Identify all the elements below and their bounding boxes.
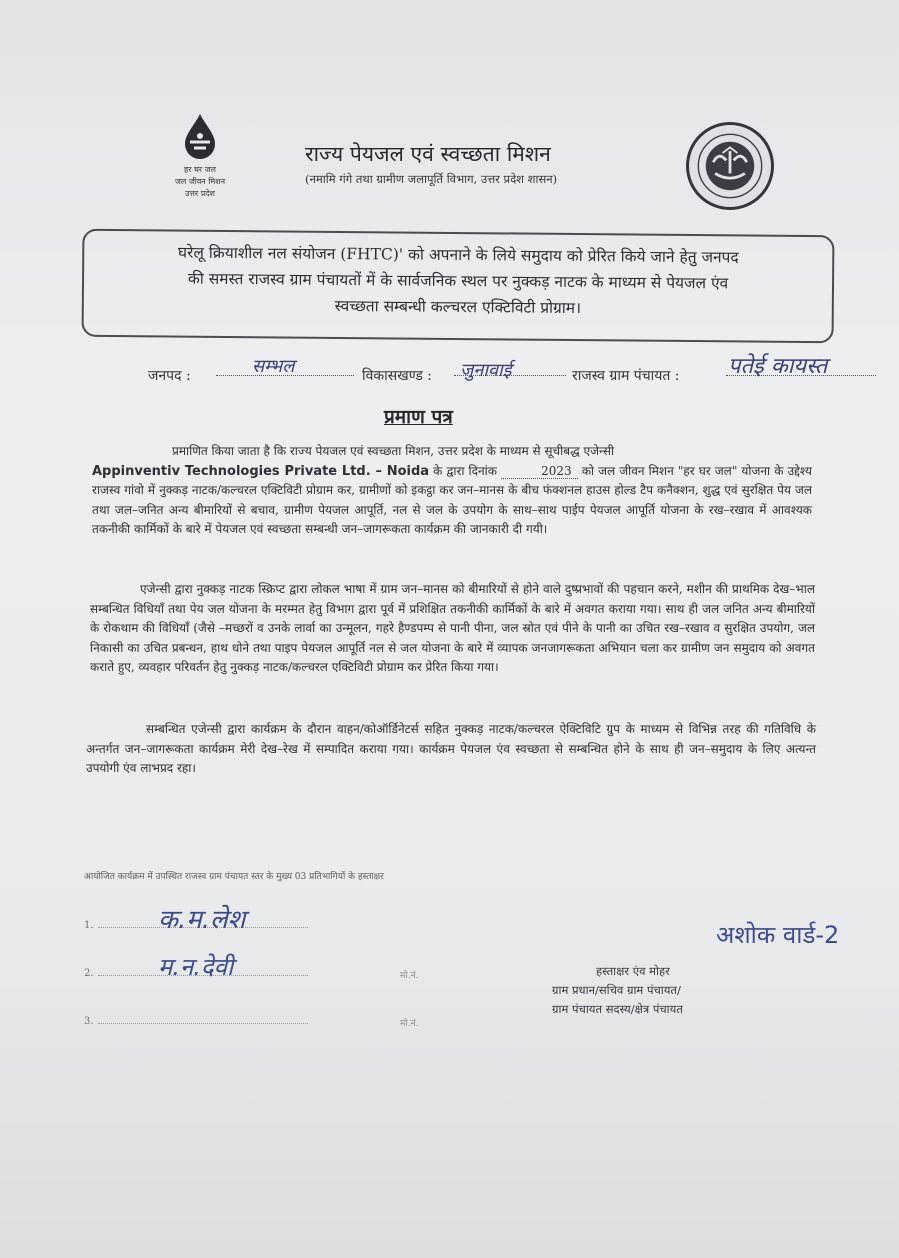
- organization-subtitle: (नमामि गंगे तथा ग्रामीण जलापूर्ति विभाग, उत्तर प्रदेश शासन): [305, 172, 558, 186]
- gram-panchayat-label: राजस्व ग्राम पंचायत :: [572, 368, 680, 384]
- participant-signature-2: म.न.देवी: [158, 953, 234, 981]
- stamp-line-3: ग्राम पंचायत सदस्य/क्षेत्र पंचायत: [552, 1002, 683, 1016]
- participants-signature-note: आयोजित कार्यक्रम में उपस्थित राजस्व ग्राम पंचायत स्तर के मुख्य 03 प्रतिभागियों के हस्ताक्षर: [84, 872, 384, 882]
- paragraph-2: [90, 580, 815, 678]
- organization-title: राज्य पेयजल एवं स्वच्छता मिशन: [305, 142, 551, 166]
- mobile-label-3: मो.नं.: [400, 1019, 419, 1029]
- p1-date-label: के द्वारा दिनांक: [433, 463, 498, 478]
- block-label: विकासखण्ड :: [362, 368, 433, 384]
- p1-intro: प्रमाणित किया जाता है कि राज्य पेयजल एवं स्वच्छता मिशन, उत्तर प्रदेश के माध्यम से सूचीबद्ध एजेन्सी: [172, 444, 615, 458]
- subject-line-3: स्वच्छता सम्बन्धी कल्चरल एक्टिविटी प्रोग्राम।: [334, 296, 582, 318]
- signature-stamp-block: [552, 962, 683, 1019]
- logo-caption-1: हर घर जल: [184, 165, 216, 174]
- participant-line-3: [84, 1016, 308, 1027]
- handwritten-signature-right: अशोक वार्ड-2: [716, 921, 840, 949]
- subject-line-2: की समस्त राजस्व ग्राम पंचायतों में के सार्वजनिक स्थल पर नुक्कड़ नाटक के माध्यम से पेयजल एंव: [187, 269, 729, 293]
- certificate-title: प्रमाण पत्र: [384, 406, 453, 428]
- logo-caption-2: जल जीवन मिशन: [174, 177, 226, 186]
- up-government-seal-icon: [686, 122, 774, 210]
- paragraph-3: [86, 720, 816, 779]
- water-drop-icon: [180, 112, 220, 162]
- subject-box: [82, 229, 835, 344]
- stamp-line-2: ग्राम प्रधान/सचिव ग्राम पंचायत/: [552, 983, 681, 997]
- participant-number-1: 1.: [84, 920, 94, 931]
- har-ghar-jal-logo: [160, 112, 240, 198]
- participant-number-2: 2.: [84, 968, 94, 979]
- mobile-label-2: मो.नं.: [400, 971, 419, 981]
- logo-caption-3: उत्तर प्रदेश: [185, 189, 215, 198]
- block-value: जुनावाई: [460, 360, 512, 381]
- participant-number-3: 3.: [84, 1016, 94, 1027]
- subject-line-1: घरेलू क्रियाशील नल संयोजन (FHTC)' को अपनाने के लिये समुदाय को प्रेरित किये जाने हेतु जनपद: [177, 243, 739, 267]
- p1-rest: को जल जीवन मिशन "हर घर जल" योजना के उद्देश्य राजस्व गांवो में नुक्कड़ नाटक/कल्चरल एक्टिविटी प्रोग्राम कर, ग्रामीणों को इकट्ठा कर जन–मानस के बीच फंक्शनल हाउस होल्ड टैप कनैक्शन, शुद्ध एवं सुरक्षित पेय जल तथा जल–जनित अन्य बीमारियों से बचाव, ग्रामीण पेयजल आपूर्ति, नल से जल के उपयोग के साथ–साथ पाईप पेयजल आपूर्ति योजना के रख–रखाव में आवश्यक तकनीकी कार्मिकों के बारे में पेयजल एवं स्वच्छता सम्बन्धी जन–जागरूकता कार्यक्रम की जानकारी दी गयी।: [92, 463, 812, 536]
- p3-text: सम्बन्धित एजेन्सी द्वारा कार्यक्रम के दौरान वाहन/कोऑर्डिनेटर्स सहित नुक्कड़ नाटक/कल्चरल ऐक्टिविटि ग्रुप के माध्यम से विभिन्न तरह की गतिविधि के अन्तर्गत जन–जागरूकता कार्यक्रम मेरी देख–रेख में सम्पादित कराया गया। कार्यक्रम पेयजल एंव स्वच्छता से सम्बन्धित होने के साथ ही जन–समुदाय के लिए अत्यन्त उपयोगी एंव लाभप्रद रहा।: [86, 722, 816, 775]
- p2-text: एजेन्सी द्वारा नुक्कड़ नाटक स्क्रिप्ट द्वारा लोकल भाषा में ग्राम जन–मानस को बीमारियों से होने वाले दुष्प्रभावों की पहचान करने, मशीन की प्राथमिक देख–भाल सम्बन्धित विधियाँ तथा पेय जल योजना के मरम्मत हेतु विभाग द्वारा पूर्व में प्रशिक्षित तकनीकी कार्मिकों के बारे में अवगत कराया गया। साथ ही जल जनित अन्य बीमारियों के रोकथाम की विधियाँ (जैसे –मच्छरों व उनके लार्वा का उन्मूलन, गहरे हैण्डपम्प से पानी पीना, जल स्रोत एवं पीने के पानी का उचित रख–रखाव व सुरक्षित उपयोग, जल निकासी का उचित प्रबन्धन, हाथ धोने तथा पाइप पेयजल आपूर्ति नल से जल योजना के बारे में व्यापक जनजागरूकता अभियान चला कर ग्रामीण जन समुदाय को अवगत कराते हुए, व्यवहार परिवर्तन हेतु नुक्कड़ नाटक/कल्चरल एक्टिविटी प्रोग्राम कर प्रेरित किया गया।: [90, 582, 815, 674]
- location-fields: [148, 354, 893, 394]
- district-value: सम्भल: [252, 356, 295, 377]
- district-label: जनपद :: [148, 368, 191, 384]
- paragraph-1: [92, 442, 812, 540]
- participant-signature-1: क.म.लेश: [158, 905, 246, 935]
- stamp-line-1: हस्ताक्षर एंव मोहर: [596, 964, 670, 978]
- gram-panchayat-value: पतेई कायस्त: [728, 354, 828, 379]
- agency-name: Appinventiv Technologies Private Ltd. – Noida: [92, 463, 430, 479]
- p1-year: 2023: [501, 464, 578, 479]
